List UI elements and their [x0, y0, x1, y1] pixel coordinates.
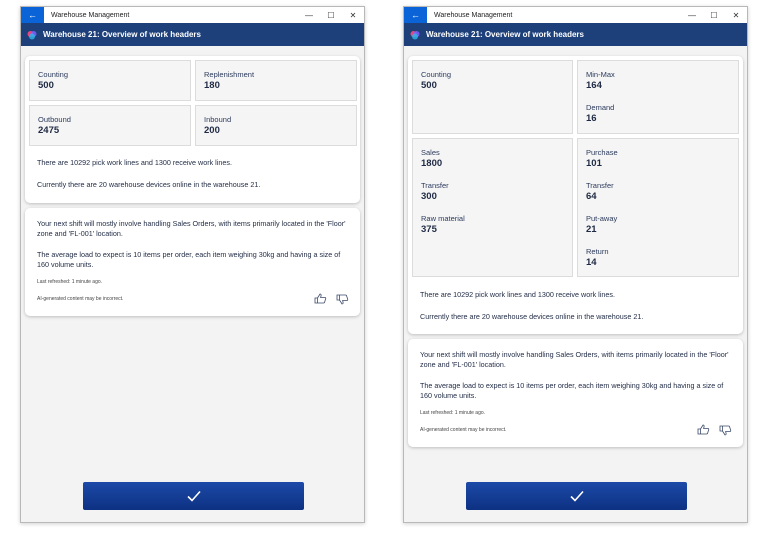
tile-value: 2475 [38, 125, 60, 136]
tile-label: Purchase [586, 148, 618, 157]
close-icon: ✕ [732, 10, 740, 20]
tile-value: 200 [204, 125, 220, 136]
work-overview-card [408, 56, 743, 334]
app-title: Warehouse Management [434, 11, 513, 19]
tile-label: Transfer [586, 181, 614, 190]
maximize-icon: ☐ [710, 10, 718, 20]
load-insight-text: The average load to expect is 10 items per order, each item weighing 30kg and having a size of 160 volume units. [420, 381, 724, 400]
shift-insight-text: Your next shift will mostly involve handling Sales Orders, with items primarily located in the 'Floor' zone and 'FL-001' location. [37, 219, 346, 238]
tile-label: Return [586, 247, 609, 256]
tile-label: Demand [586, 103, 615, 112]
devices-text: Currently there are 20 warehouse devices online in the warehouse 21. [420, 312, 644, 321]
back-arrow-icon: ← [28, 9, 37, 20]
tile-value: 300 [421, 191, 437, 202]
tile-value: 375 [421, 224, 437, 235]
tile-value: 64 [586, 191, 597, 202]
load-insight-text: The average load to expect is 10 items per order, each item weighing 30kg and having a size of 160 volume units. [37, 250, 341, 269]
tile-value: 164 [586, 80, 602, 91]
page-header [21, 23, 364, 46]
work-lines-text: There are 10292 pick work lines and 1300 receive work lines. [420, 290, 615, 299]
tile-label: Raw material [421, 214, 465, 223]
thumbs-up-icon[interactable] [314, 293, 327, 304]
back-arrow-icon: ← [411, 9, 420, 20]
tile-value: 14 [586, 257, 597, 268]
page-title: Warehouse 21: Overview of work headers [426, 30, 584, 39]
tile-label: Min-Max [586, 70, 615, 79]
minimize-icon: — [688, 10, 696, 20]
tile-outbound[interactable] [29, 105, 191, 146]
minimize-button[interactable] [681, 7, 703, 23]
title-bar [21, 7, 364, 23]
tile-counting[interactable] [29, 60, 191, 101]
checkmark-icon [186, 490, 202, 502]
copilot-icon [27, 30, 37, 40]
ai-insight-card [408, 339, 743, 447]
confirm-button[interactable] [466, 482, 687, 510]
minimize-button[interactable] [298, 7, 320, 23]
shift-insight-text: Your next shift will mostly involve handling Sales Orders, with items primarily located in the 'Floor' zone and 'FL-001' location. [420, 350, 729, 369]
ai-disclaimer-text: AI-generated content may be incorrect. [37, 296, 124, 302]
thumbs-up-icon[interactable] [697, 424, 710, 435]
devices-text: Currently there are 20 warehouse devices online in the warehouse 21. [37, 180, 261, 189]
maximize-button[interactable] [320, 7, 342, 23]
tile-label: Counting [421, 70, 452, 79]
back-button[interactable] [404, 7, 427, 23]
tile-value: 500 [38, 80, 54, 91]
work-lines-text: There are 10292 pick work lines and 1300 receive work lines. [37, 158, 232, 167]
tile-label: Inbound [204, 115, 232, 124]
app-window-compact [20, 6, 365, 523]
tile-label: Sales [421, 148, 440, 157]
app-window-expanded [403, 6, 748, 523]
page-title: Warehouse 21: Overview of work headers [43, 30, 201, 39]
ai-disclaimer-text: AI-generated content may be incorrect. [420, 427, 507, 433]
tile-value: 16 [586, 113, 597, 124]
tile-value: 21 [586, 224, 597, 235]
thumbs-down-icon[interactable] [719, 425, 732, 436]
tile-label: Transfer [421, 181, 449, 190]
thumbs-down-icon[interactable] [336, 294, 349, 305]
tile-inbound[interactable] [577, 138, 739, 277]
tile-label: Outbound [38, 115, 71, 124]
last-refreshed-text: Last refreshed: 1 minute ago. [420, 410, 486, 416]
tile-replenishment[interactable] [195, 60, 357, 101]
back-button[interactable] [21, 7, 44, 23]
work-overview-card [25, 56, 360, 203]
tile-counting[interactable] [412, 60, 573, 134]
close-button[interactable] [725, 7, 747, 23]
tile-value: 1800 [421, 158, 443, 169]
maximize-button[interactable] [703, 7, 725, 23]
close-icon: ✕ [349, 10, 357, 20]
tile-inbound[interactable] [195, 105, 357, 146]
tile-label: Put-away [586, 214, 618, 223]
close-button[interactable] [342, 7, 364, 23]
tile-value: 180 [204, 80, 220, 91]
last-refreshed-text: Last refreshed: 1 minute ago. [37, 279, 103, 285]
maximize-icon: ☐ [327, 10, 335, 20]
app-title: Warehouse Management [51, 11, 130, 19]
tile-value: 500 [421, 80, 437, 91]
tile-label: Counting [38, 70, 69, 79]
copilot-icon [410, 30, 420, 40]
tile-label: Replenishment [204, 70, 255, 79]
tile-outbound[interactable] [412, 138, 573, 277]
title-bar [404, 7, 747, 23]
checkmark-icon [569, 490, 585, 502]
ai-insight-card [25, 208, 360, 316]
tile-replenishment[interactable] [577, 60, 739, 134]
confirm-button[interactable] [83, 482, 304, 510]
page-header [404, 23, 747, 46]
tile-value: 101 [586, 158, 602, 169]
minimize-icon: — [305, 10, 313, 20]
